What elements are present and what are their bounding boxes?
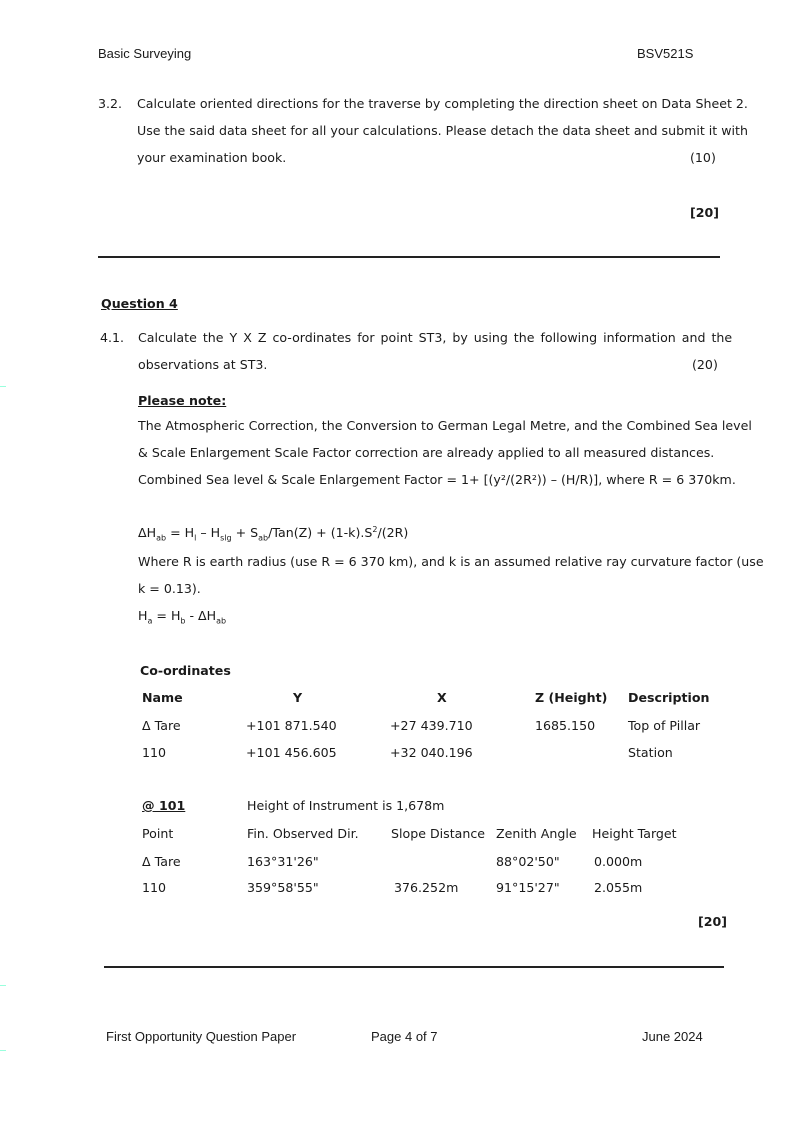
question-marks: (10) xyxy=(690,150,716,165)
question-text: Calculate oriented directions for the traverse by completing the direction sheet on Data Sheet 2. xyxy=(137,96,748,111)
coord-cell: +101 871.540 xyxy=(246,718,337,733)
obs-header-point: Point xyxy=(142,826,174,841)
coord-header-description: Description xyxy=(628,690,710,705)
station-label: @ 101 xyxy=(142,798,186,813)
scan-mark xyxy=(0,985,6,986)
coord-cell: +32 040.196 xyxy=(390,745,473,760)
footer-paper-title: First Opportunity Question Paper xyxy=(106,1029,297,1044)
obs-cell: 376.252m xyxy=(394,880,459,895)
section-divider xyxy=(104,966,724,968)
question-text: Calculate the Y X Z co-ordinates for point ST3, by using the following information and the xyxy=(138,330,733,345)
coord-header-y: Y xyxy=(293,690,303,705)
coord-cell: 110 xyxy=(142,745,167,760)
note-text: & Scale Enlargement Scale Factor correction are already applied to all measured distances. xyxy=(138,445,715,460)
coord-header-z: Z (Height) xyxy=(535,690,608,705)
note-text: Combined Sea level & Scale Enlargement Factor = 1+ [(y²/(2R²)) – (H/R)], where R = 6 370km. xyxy=(138,472,736,487)
obs-header-direction: Fin. Observed Dir. xyxy=(247,826,359,841)
question-text: Use the said data sheet for all your calculations. Please detach the data sheet and submit it with xyxy=(137,123,748,138)
obs-cell: 2.055m xyxy=(594,880,643,895)
height-formula: $H_a = H_b - \Delta H_{ab}$ xyxy=(138,608,227,626)
obs-cell: 88°02'50" xyxy=(496,854,560,869)
question-number: 4.1. xyxy=(100,330,125,345)
where-text: Where R is earth radius (use R = 6 370 km), and k is an assumed relative ray curvature factor (use xyxy=(138,554,764,569)
obs-cell: 0.000m xyxy=(594,854,643,869)
obs-header-zenith: Zenith Angle xyxy=(496,826,577,841)
footer-page-number: Page 4 of 7 xyxy=(371,1029,438,1044)
coordinates-title: Co-ordinates xyxy=(140,663,231,678)
question-text: your examination book. xyxy=(137,150,287,165)
header-course-code: BSV521S xyxy=(637,46,694,61)
obs-header-slope: Slope Distance xyxy=(391,826,486,841)
coord-cell: +101 456.605 xyxy=(246,745,337,760)
where-text: k = 0.13). xyxy=(138,581,201,596)
question-marks: (20) xyxy=(692,357,718,372)
obs-cell: 110 xyxy=(142,880,167,895)
coord-cell: 1685.150 xyxy=(535,718,596,733)
scan-mark xyxy=(0,1050,6,1051)
obs-header-target: Height Target xyxy=(592,826,677,841)
section-total: [20] xyxy=(690,205,720,220)
obs-cell: 359°58'55" xyxy=(247,880,319,895)
coord-cell: Δ Tare xyxy=(142,718,181,733)
coord-cell: +27 439.710 xyxy=(390,718,473,733)
height-difference-formula: $\Delta H_{ab} = H_l - H_{slg} + S_{ab}/Tan(Z) + (1-k).S^2/(2R)$ xyxy=(138,525,409,543)
section-total: [20] xyxy=(698,914,728,929)
question-text: observations at ST3. xyxy=(138,357,268,372)
footer-date: June 2024 xyxy=(642,1029,703,1044)
question-number: 3.2. xyxy=(98,96,123,111)
header-course-title: Basic Surveying xyxy=(98,46,192,61)
coord-cell: Top of Pillar xyxy=(628,718,701,733)
coord-header-x: X xyxy=(437,690,447,705)
coord-header-name: Name xyxy=(142,690,183,705)
obs-cell: 163°31'26" xyxy=(247,854,319,869)
obs-cell: 91°15'27" xyxy=(496,880,560,895)
note-title: Please note: xyxy=(138,393,227,408)
obs-cell: Δ Tare xyxy=(142,854,181,869)
section-divider xyxy=(98,256,720,258)
coord-cell: Station xyxy=(628,745,673,760)
question-title: Question 4 xyxy=(101,296,178,311)
note-text: The Atmospheric Correction, the Conversion to German Legal Metre, and the Combined Sea level xyxy=(138,418,752,433)
scan-mark xyxy=(0,386,6,387)
instrument-height: Height of Instrument is 1,678m xyxy=(247,798,445,813)
